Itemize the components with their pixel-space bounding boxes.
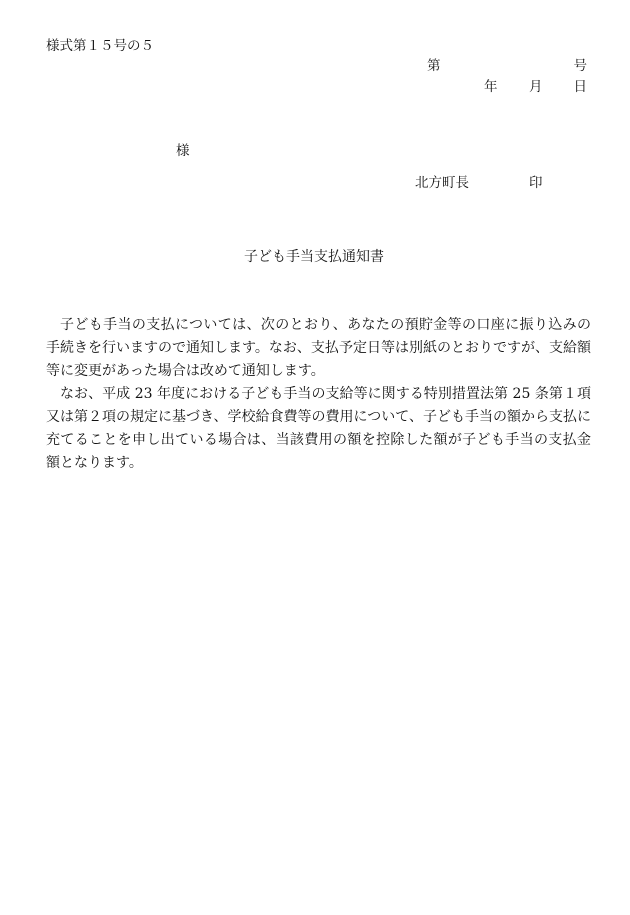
body-paragraph-2: なお、平成 23 年度における子ども手当の支給等に関する特別措置法第 25 条第１項又は第２項の規定に基づき、学校給食費等の費用について、子ども手当の額から支払に充てることを申し出ている場合は、当該費用の額を控除した額が子ども手当の支払金額となります。: [46, 386, 591, 471]
recipient-honorific: 様: [176, 143, 190, 159]
sender-name: 北方町長: [415, 175, 469, 191]
document-number-line: [427, 58, 587, 76]
date-day: 日: [573, 79, 587, 95]
body-text: [46, 314, 591, 475]
form-number: 様式第１５号の５: [46, 38, 154, 54]
seal-mark: 印: [529, 175, 543, 191]
body-paragraph-1: 子ども手当の支払については、次のとおり、あなたの預貯金等の口座に振り込みの手続きを行いますので通知します。なお、支払予定日等は別紙のとおりですが、支給額等に変更があった場合は改めて通知します。: [46, 317, 591, 379]
date-year: 年: [484, 79, 498, 95]
date-line: [484, 79, 587, 97]
document-number-suffix: 号: [573, 58, 587, 74]
document-title: 子ども手当支払通知書: [244, 249, 384, 265]
document-number-prefix: 第: [427, 58, 441, 74]
date-month: 月: [529, 79, 543, 95]
